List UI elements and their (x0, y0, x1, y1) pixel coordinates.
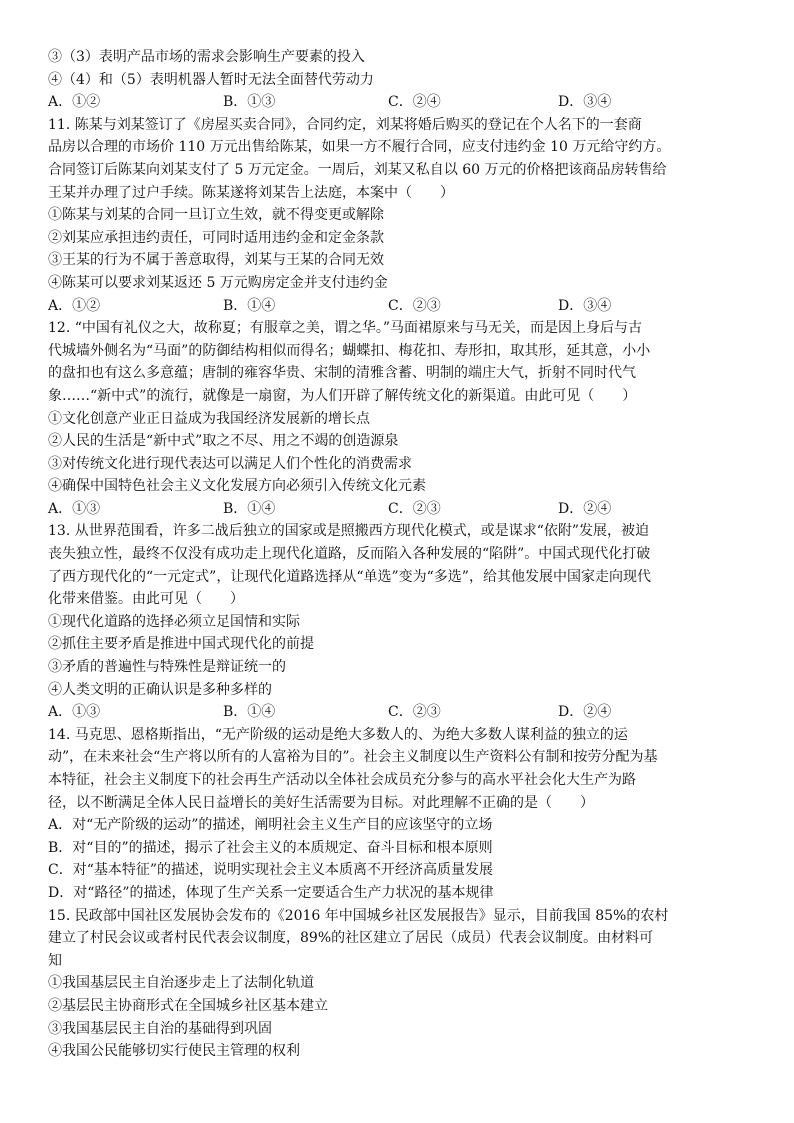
statement-3: ③我国基层民主自治的基础得到巩固 (48, 1020, 272, 1037)
question-14 (48, 724, 748, 905)
statement-4: ④确保中国特色社会主义文化发展方向必须引入传统文化元素 (48, 478, 426, 495)
statement-2: ②抓住主要矛盾是推进中国式现代化的前提 (48, 636, 314, 653)
answer-options (48, 91, 748, 114)
option-d[interactable]: D．③④ (558, 94, 612, 111)
question-stem-line: 王某并办理了过户手续。陈某遂将刘某告上法庭，本案中（ ） (48, 184, 454, 201)
option-c[interactable]: C．②③ (388, 500, 441, 517)
question-11 (48, 114, 748, 317)
question-stem-line: 品房以合理的市场价 110 万元出售给陈某，如果一方不履行合同，应支付违约金 10 万元给守约方。 (48, 139, 671, 156)
statement-4: ④陈某可以要求刘某返还 5 万元购房定金并支付违约金 (48, 274, 388, 291)
question-stem-line: 知 (48, 952, 62, 969)
question-stem-line: 建立了村民会议或者村民代表会议制度，89%的社区建立了居民（成员）代表会议制度。由材料可 (48, 930, 654, 947)
option-c[interactable]: C．②③ (388, 297, 441, 314)
option-d[interactable]: D．②④ (558, 500, 612, 517)
statement-3: ③（3）表明产品市场的需求会影响生产要素的投入 (48, 49, 365, 65)
question-stem-line: 15. 民政部中国社区发展协会发布的《2016 年中国城乡社区发展报告》显示，目前我国 85%的农村 (48, 907, 669, 924)
question-stem-line: 象……“新中式”的流行，就像是一扇窗，为人们开辟了解传统文化的新渠道。由此可见（ ） (48, 387, 637, 404)
statement-2: ②人民的生活是“新中式”取之不尽、用之不竭的创造源泉 (48, 433, 399, 450)
option-c[interactable]: C．②④ (388, 94, 441, 111)
option-a[interactable]: A．①② (48, 297, 101, 314)
statement-1: ①文化创意产业正日益成为我国经济发展新的增长点 (48, 410, 370, 427)
option-b[interactable]: B．①④ (223, 297, 276, 314)
exam-page (48, 46, 748, 1063)
question-stem-line: 代城墙外侧名为“马面”的防御结构相似而得名；蝴蝶扣、梅花扣、寿形扣，取其形，延其意，小小 (48, 342, 651, 359)
answer-options (48, 701, 748, 724)
option-c[interactable]: C．②③ (388, 704, 441, 721)
question-stem-line: 合同签订后陈某向刘某支付了 5 万元定金。一周后，刘某又私自以 60 万元的价格把该商品房转售给 (48, 161, 667, 178)
question-10 (48, 46, 748, 114)
statement-1: ①现代化道路的选择必须立足国情和实际 (48, 613, 300, 630)
statement-3: ③对传统文化进行现代表达可以满足人们个性化的消费需求 (48, 455, 412, 472)
option-b[interactable]: B．①④ (223, 704, 276, 721)
question-13 (48, 520, 748, 723)
statement-3: ③矛盾的普遍性与特殊性是辩证统一的 (48, 659, 286, 676)
option-d[interactable]: D．对“路径”的描述，体现了生产关系一定要适合生产力状况的基本规律 (48, 884, 494, 901)
statement-4: ④（4）和（5）表明机器人暂时无法全面替代劳动力 (48, 71, 374, 88)
statement-2: ②刘某应承担违约责任，可同时适用违约金和定金条款 (48, 229, 384, 246)
option-b[interactable]: B．①④ (223, 500, 276, 517)
question-stem-line: 丧失独立性，最终不仅没有成功走上现代化道路，反而陷入各种发展的“陷阱”。中国式现代化打破 (48, 546, 651, 563)
option-b[interactable]: B．①③ (223, 94, 276, 111)
question-stem-line: 11. 陈某与刘某签订了《房屋买卖合同》，合同约定，刘某将婚后购买的登记在个人名下的一套商 (48, 116, 642, 133)
question-stem-line: 13. 从世界范围看，许多二战后独立的国家或是照搬西方现代化模式，或是谋求“依附”发展，被迫 (48, 523, 650, 540)
question-stem-line: 14. 马克思、恩格斯指出，“无产阶级的运动是绝大多数人的、为绝大多数人谋利益的独立的运 (48, 726, 628, 743)
question-stem-line: 径，以不断满足全体人民日益增长的美好生活需要为目标。对此理解不正确的是（ ） (48, 794, 594, 811)
statement-2: ②基层民主协商形式在全国城乡社区基本建立 (48, 997, 328, 1014)
option-a[interactable]: A．对“无产阶级的运动”的描述，阐明社会主义生产目的应该坚守的立场 (48, 817, 493, 834)
option-c[interactable]: C．对“基本特征”的描述，说明实现社会主义本质离不开经济高质量发展 (48, 862, 494, 879)
question-12 (48, 317, 748, 520)
question-stem-line: 12. “中国有礼仪之大，故称夏；有服章之美，谓之华。”马面裙原来与马无关，而是因上身后与古 (48, 320, 643, 337)
option-a[interactable]: A．①③ (48, 500, 101, 517)
statement-3: ③王某的行为不属于善意取得，刘某与王某的合同无效 (48, 252, 384, 269)
option-a[interactable]: A．①② (48, 94, 101, 111)
statement-4: ④我国公民能够切实行使民主管理的权利 (48, 1043, 300, 1060)
statement-1: ①我国基层民主自治逐步走上了法制化轨道 (48, 975, 314, 992)
question-15 (48, 905, 748, 1063)
answer-options (48, 498, 748, 521)
statement-4: ④人类文明的正确认识是多种多样的 (48, 681, 272, 698)
option-d[interactable]: D．③④ (558, 297, 612, 314)
option-b[interactable]: B．对“目的”的描述，揭示了社会主义的本质规定、奋斗目标和根本原则 (48, 839, 493, 856)
question-stem-line: 了西方现代化的“一元定式”，让现代化道路选择从“单选”变为“多选”，给其他发展中国家走向现代 (48, 568, 651, 585)
option-d[interactable]: D．②④ (558, 704, 612, 721)
answer-options (48, 295, 748, 318)
question-stem-line: 动”，在未来社会“生产将以所有的人富裕为目的”。社会主义制度以生产资料公有制和按劳分配为基 (48, 749, 658, 766)
statement-1: ①陈某与刘某的合同一旦订立生效，就不得变更或解除 (48, 207, 384, 224)
question-stem-line: 化带来借鉴。由此可见（ ） (48, 591, 244, 608)
question-stem-line: 的盘扣也有这么多意蕴；唐制的雍容华贵、宋制的清雅含蓄、明制的端庄大气，折射不同时代气 (48, 365, 636, 382)
option-a[interactable]: A．①③ (48, 704, 101, 721)
question-stem-line: 本特征，社会主义制度下的社会再生产活动以全体社会成员充分参与的高水平社会化大生产为路 (48, 772, 636, 788)
